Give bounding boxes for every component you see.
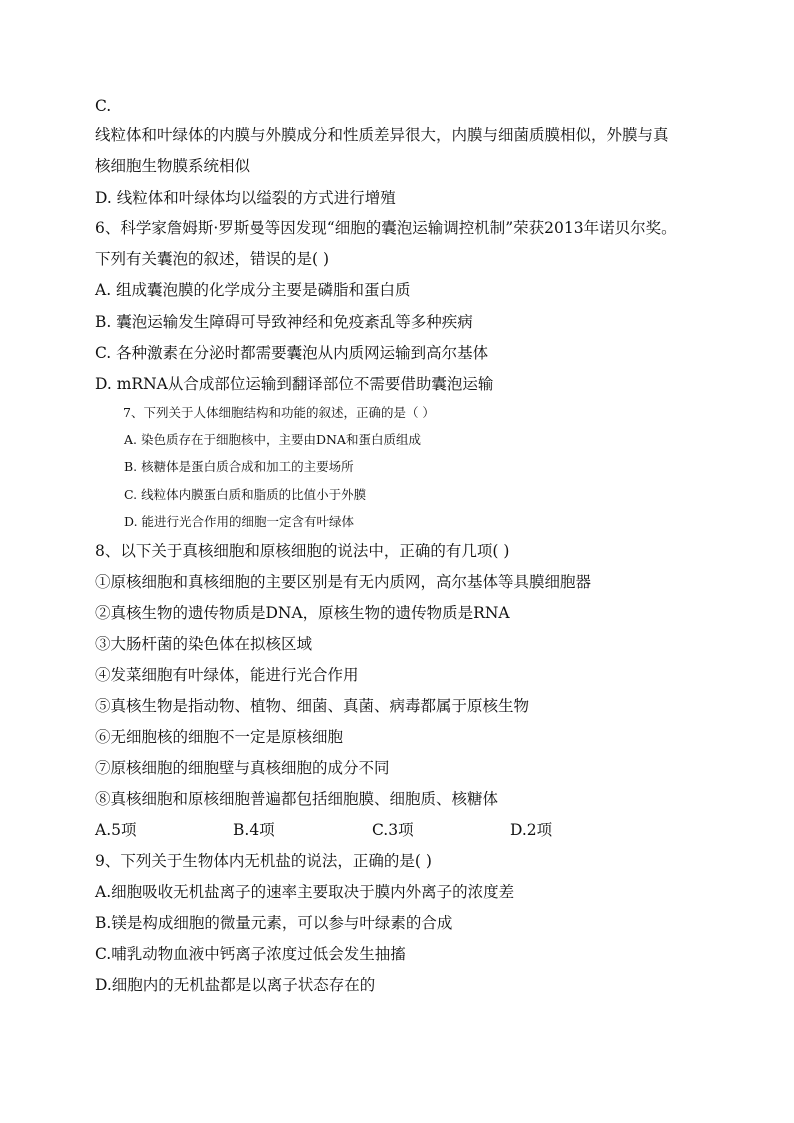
q7-option-c: C. 线粒体内膜蛋白质和脂质的比值小于外膜 [124, 487, 367, 502]
q7-option-b: B. 核糖体是蛋白质合成和加工的主要场所 [124, 459, 354, 474]
q8-option-b: B.4项 [233, 821, 275, 839]
q6-stem-line2: 下列有关囊泡的叙述，错误的是( ) [95, 250, 330, 268]
q8-statement-3: ③大肠杆菌的染色体在拟核区域 [95, 635, 313, 653]
q7-stem: 7、下列关于人体细胞结构和功能的叙述，正确的是（ ） [123, 405, 435, 420]
q7-option-d: D. 能进行光合作用的细胞一定含有叶绿体 [124, 514, 355, 529]
q5-option-d: D. 线粒体和叶绿体均以缢裂的方式进行增殖 [95, 189, 396, 207]
q6-option-d: D. mRNA从合成部位运输到翻译部位不需要借助囊泡运输 [95, 375, 494, 393]
q8-statement-5: ⑤真核生物是指动物、植物、细菌、真菌、病毒都属于原核生物 [95, 697, 530, 715]
q9-option-a: A.细胞吸收无机盐离子的速率主要取决于膜内外离子的浓度差 [95, 883, 515, 901]
q8-statement-4: ④发菜细胞有叶绿体，能进行光合作用 [95, 666, 359, 684]
q8-statement-7: ⑦原核细胞的细胞壁与真核细胞的成分不同 [95, 759, 390, 777]
q5-option-c-text-line2: 核细胞生物膜系统相似 [95, 157, 251, 175]
q9-stem: 9、下列关于生物体内无机盐的说法，正确的是( ) [95, 852, 432, 870]
q8-option-d: D.2项 [510, 821, 553, 839]
q6-option-c: C. 各种激素在分泌时都需要囊泡从内质网运输到高尔基体 [95, 344, 489, 362]
q6-option-b: B. 囊泡运输发生障碍可导致神经和免疫紊乱等多种疾病 [95, 313, 473, 331]
q8-statement-8: ⑧真核细胞和原核细胞普遍都包括细胞膜、细胞质、核糖体 [95, 790, 499, 808]
q8-statement-1: ①原核细胞和真核细胞的主要区别是有无内质网，高尔基体等具膜细胞器 [95, 573, 592, 591]
q6-option-a: A. 组成囊泡膜的化学成分主要是磷脂和蛋白质 [95, 281, 411, 299]
q8-option-c: C.3项 [372, 821, 414, 839]
q6-stem-line1: 6、科学家詹姆斯·罗斯曼等因发现“细胞的囊泡运输调控机制”荣获2013年诺贝尔奖。 [95, 219, 677, 237]
q7-option-a: A. 染色质存在于细胞核中，主要由DNA和蛋白质组成 [124, 432, 421, 447]
q8-statement-2: ②真核生物的遗传物质是DNA，原核生物的遗传物质是RNA [95, 604, 510, 622]
q9-option-c: C.哺乳动物血液中钙离子浓度过低会发生抽搐 [95, 945, 406, 963]
q8-statement-6: ⑥无细胞核的细胞不一定是原核细胞 [95, 728, 344, 746]
q5-option-c-text-line1: 线粒体和叶绿体的内膜与外膜成分和性质差异很大，内膜与细菌质膜相似，外膜与真 [95, 126, 669, 144]
q8-options-row [95, 820, 655, 840]
q8-stem: 8、以下关于真核细胞和原核细胞的说法中，正确的有几项( ) [95, 542, 510, 560]
q9-option-d: D.细胞内的无机盐都是以离子状态存在的 [95, 976, 376, 994]
q9-option-b: B.镁是构成细胞的微量元素，可以参与叶绿素的合成 [95, 914, 453, 932]
q5-option-c-label: C. [95, 97, 112, 115]
q8-option-a: A.5项 [95, 821, 137, 839]
